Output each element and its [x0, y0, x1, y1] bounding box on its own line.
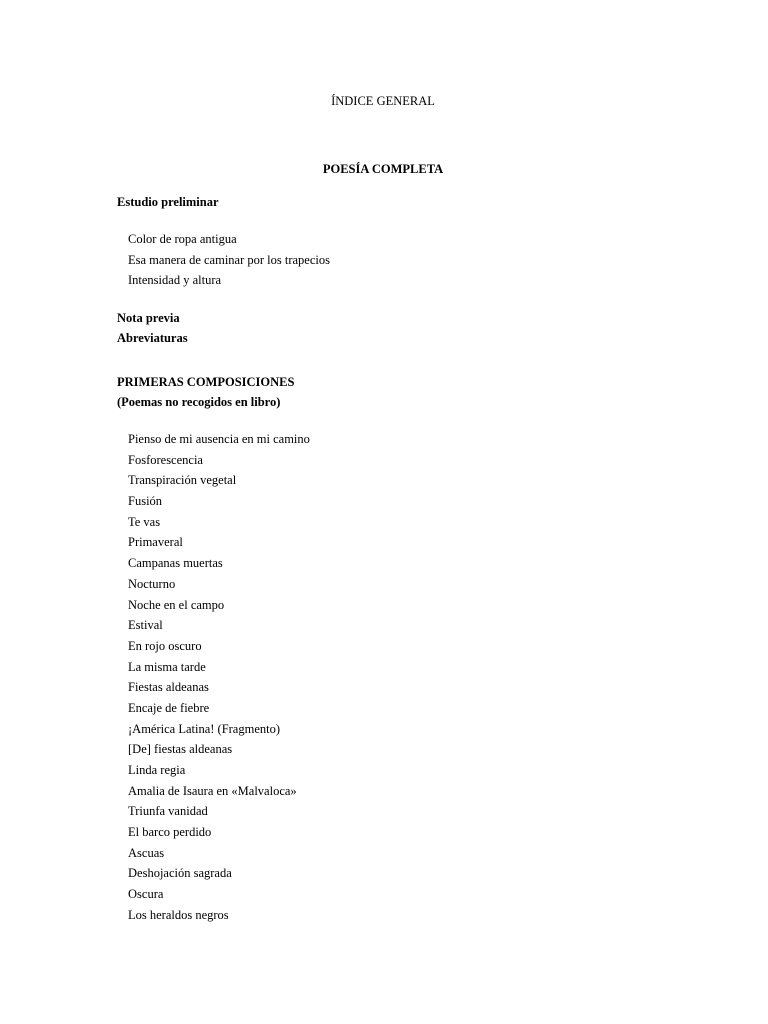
heading-nota-previa: Nota previa [117, 311, 180, 325]
list-item: Linda regia [128, 763, 186, 777]
list-item: Intensidad y altura [128, 273, 222, 288]
list-item: En rojo oscuro [128, 638, 202, 653]
list-item: Deshojación sagrada [128, 866, 232, 881]
list-item: Pienso de mi ausencia en mi camino [128, 432, 310, 446]
list-item: Oscura [128, 887, 164, 902]
list-item: Ascuas [128, 845, 165, 860]
subheading-poemas-no-recogidos: (Poemas no recogidos en libro) [117, 395, 281, 409]
list-item: Amalia de Isaura en «Malvaloca» [128, 783, 297, 798]
list-item: Triunfa vanidad [128, 804, 208, 819]
part-title: POESÍA COMPLETA [322, 162, 444, 176]
list-item: El barco perdido [128, 825, 212, 840]
list-item: Primaveral [128, 535, 183, 550]
list-item: Encaje de fiebre [128, 700, 210, 715]
list-item: Los heraldos negros [128, 907, 229, 922]
heading-primeras-composiciones: PRIMERAS COMPOSICIONES [117, 375, 295, 389]
list-item: Fosforescencia [128, 452, 203, 467]
heading-abreviaturas: Abreviaturas [117, 331, 188, 345]
list-item: Noche en el campo [128, 597, 225, 612]
index-title: ÍNDICE GENERAL [331, 94, 435, 108]
list-item: Te vas [128, 514, 161, 529]
list-item: La misma tarde [128, 659, 206, 674]
list-item: Estival [128, 618, 163, 633]
list-item: Fusión [128, 494, 163, 509]
heading-estudio-preliminar: Estudio preliminar [117, 195, 219, 209]
list-item: Campanas muertas [128, 556, 223, 571]
list-item: Fiestas aldeanas [128, 680, 209, 695]
list-item: ¡América Latina! (Fragmento) [128, 721, 281, 736]
estudio-entry-list [128, 229, 330, 291]
list-item: Transpiración vegetal [128, 473, 237, 488]
list-item: Color de ropa antigua [128, 232, 237, 246]
primeras-entry-list [128, 429, 310, 926]
list-item: Esa manera de caminar por los trapecios [128, 252, 330, 267]
list-item: Nocturno [128, 576, 176, 591]
list-item: [De] fiestas aldeanas [128, 742, 233, 757]
